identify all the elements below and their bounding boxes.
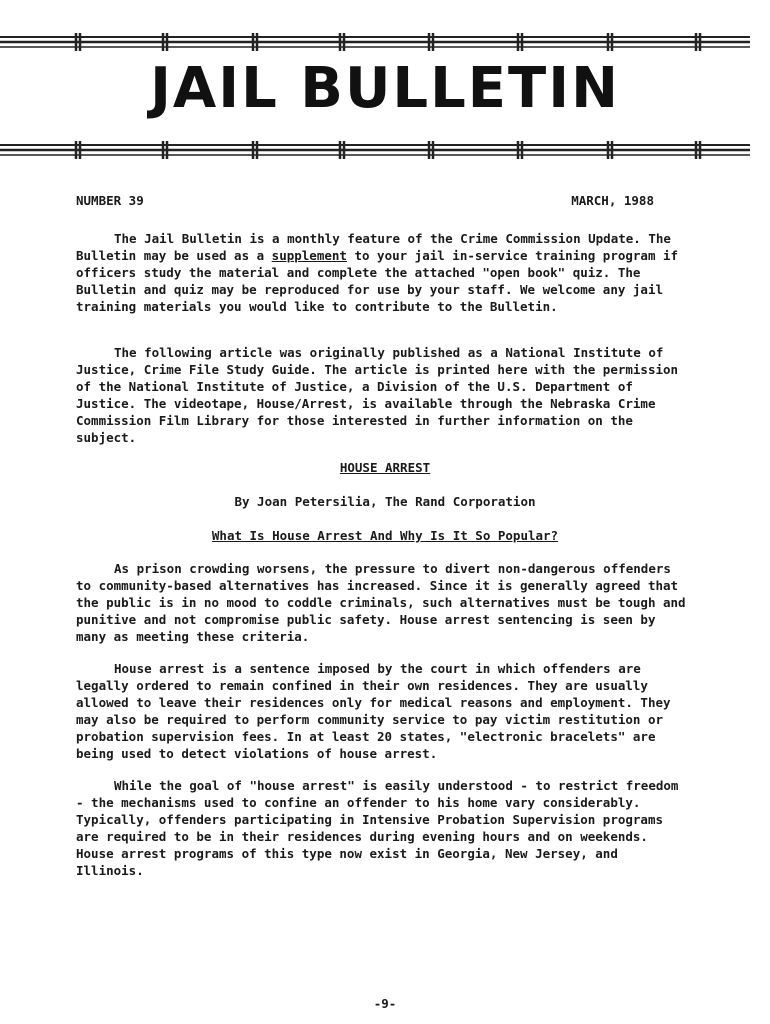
intro-p1-before: The Jail Bulletin is a monthly feature of the Crime Commission Update. The Bulletin may be used as a (76, 231, 671, 263)
top-bar-rule-graphic (0, 31, 760, 53)
article-paragraph: As prison crowding worsens, the pressure to divert non-dangerous offenders to community-based alternatives has increased. Since it is generally agreed that the public is in no mood to coddle criminals, such alternatives must be tough and punitive and not compromise public safety. House arrest sentencing is seen by many as meeting these criteria. (76, 561, 686, 644)
article-paragraph: House arrest is a sentence imposed by the court in which offenders are legally ordered to remain confined in their own residences. They are usually allowed to leave their residences only for medical reasons and employment. They may also be required to perform community service to pay victim restitution or probation supervision fees. In at least 20 states, "electronic bracelets" are being used to detect violations of house arrest. (76, 661, 671, 761)
intro-paragraph-1 (76, 230, 686, 315)
issue-date: MARCH, 1988 (571, 193, 654, 208)
section-heading-text: What Is House Arrest And Why Is It So Popular? (211, 528, 559, 543)
intro-paragraph-2: The following article was originally published as a National Institute of Justice, Crime File Study Guide. The article is printed here with the permission of the National Institute of Justice, a Division of the U.S. Department of Justice. The videotape, House/Arrest, is available through the Nebraska Crime Commission Film Library for those interested in further information on the subject. (76, 345, 679, 445)
intro-p1-after: to your jail in-service training program if officers study the material and complete the attached "open book" quiz. The Bulletin and quiz may be reproduced for use by your staff. We welcome any jail training materials you would like to contribute to the Bulletin. (76, 248, 679, 314)
bulletin-title: JAIL BULLETIN (150, 56, 620, 121)
issue-number: NUMBER 39 (76, 193, 144, 208)
article-paragraph: While the goal of "house arrest" is easily understood - to restrict freedom - the mechanisms used to confine an offender to his home vary considerably. Typically, offenders participating in Intensive Probation Supervision programs are required to be in their residences during evening hours and on weekends. House arrest programs of this type now exist in Georgia, New Jersey, and Illinois. (76, 778, 679, 878)
section-heading (0, 528, 770, 543)
page-number: -9- (373, 996, 397, 1011)
article-title (0, 460, 770, 475)
bottom-bar-rule (0, 139, 760, 161)
intro-p1-underlined: supplement (271, 248, 347, 263)
bottom-bar-rule-graphic (0, 139, 760, 161)
top-bar-rule (0, 31, 760, 53)
article-byline: By Joan Petersilia, The Rand Corporation (234, 494, 536, 509)
article-title-text: HOUSE ARREST (339, 460, 431, 475)
